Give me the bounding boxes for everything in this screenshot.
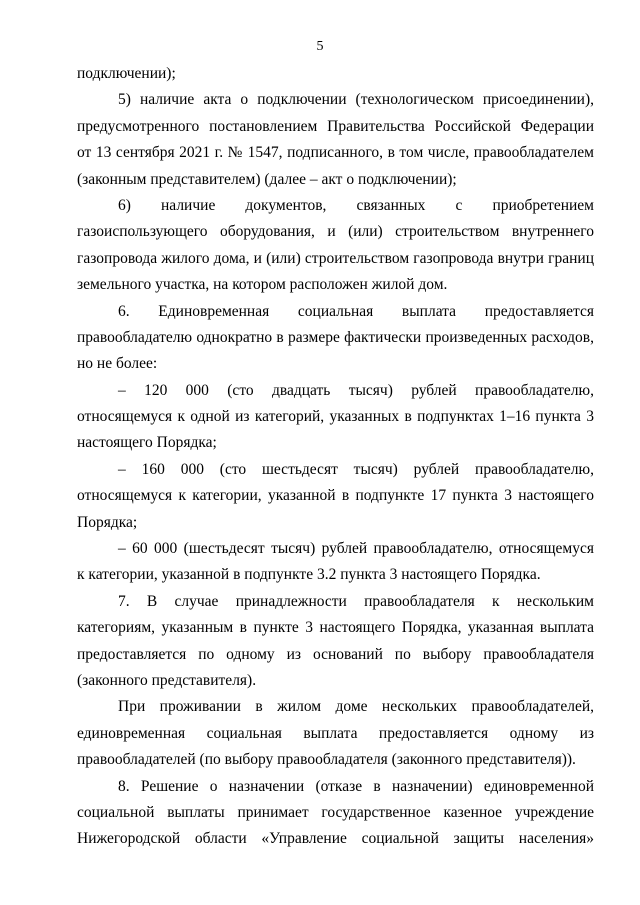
text-line: правообладателю однократно в размере фактически произведенных расходов, xyxy=(77,328,594,346)
text-line: от 13 сентября 2021 г. № 1547, подписанного, в том числе, правообладателем xyxy=(77,144,594,162)
document-body xyxy=(77,61,594,853)
text-line: Нижегородской области «Управление социальной защиты населения» xyxy=(77,830,594,848)
text-line: – 60 000 (шестьдесят тысяч) рублей правообладателю, относящемуся xyxy=(118,540,594,558)
text-line: – 120 000 (сто двадцать тысяч) рублей правообладателю, xyxy=(118,381,594,399)
text-line: 7. В случае принадлежности правообладателя к нескольким xyxy=(118,592,594,610)
text-line: предусмотренного постановлением Правительства Российской Федерации xyxy=(77,117,594,135)
text-line: но не более: xyxy=(77,355,158,373)
text-line: относящемуся к категории, указанной в подпункте 17 пункта 3 настоящего xyxy=(77,487,594,505)
text-line: социальной выплаты принимает государственное казенное учреждение xyxy=(77,803,594,821)
text-line: земельного участка, на котором расположен жилой дом. xyxy=(77,276,448,294)
text-line: предоставляется по одному из оснований по выбору правообладателя xyxy=(77,645,594,663)
text-line: относящемуся к одной из категорий, указанных в подпунктах 1–16 пункта 3 xyxy=(77,408,594,426)
text-line: 8. Решение о назначении (отказе в назначении) единовременной xyxy=(118,777,594,795)
text-line: Порядка; xyxy=(77,513,138,531)
page-number: 5 xyxy=(316,39,324,54)
text-line: 6. Единовременная социальная выплата предоставляется xyxy=(118,302,594,320)
text-line: газопровода жилого дома, и (или) строительством газопровода внутри границ xyxy=(77,249,594,267)
text-line: 6) наличие документов, связанных с приобретением xyxy=(118,196,594,214)
text-line: (законным представителем) (далее – акт о подключении); xyxy=(77,170,457,188)
text-line: категориям, указанным в пункте 3 настоящего Порядка, указанная выплата xyxy=(77,619,594,637)
text-line: газоиспользующего оборудования, и (или) строительством внутреннего xyxy=(77,223,594,241)
text-line: к категории, указанной в подпункте 3.2 пункта 3 настоящего Порядка. xyxy=(77,566,541,584)
text-line: настоящего Порядка; xyxy=(77,434,217,452)
text-line: (законного представителя). xyxy=(77,671,257,689)
text-line: При проживании в жилом доме нескольких правообладателей, xyxy=(118,698,594,716)
text-line: единовременная социальная выплата предоставляется одному из xyxy=(77,724,594,742)
text-line: правообладателей (по выбору правообладателя (законного представителя)). xyxy=(77,751,576,769)
text-line: 5) наличие акта о подключении (технологическом присоединении), xyxy=(118,91,594,109)
text-line: – 160 000 (сто шестьдесят тысяч) рублей правообладателю, xyxy=(118,460,594,478)
text-line: подключении); xyxy=(77,65,176,82)
